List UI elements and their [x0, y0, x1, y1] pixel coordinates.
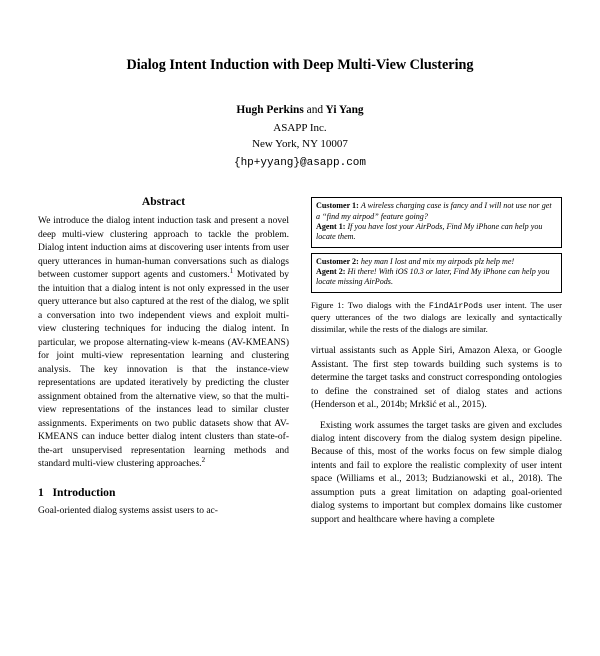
figure-caption-intent-label: FindAirPods — [428, 301, 483, 311]
left-column — [38, 195, 289, 534]
abstract-text-4: can induce better dialog intent clusters than state-of-the-art unsupervised representation learning methods and standard multi-view clustering approaches. — [38, 432, 289, 470]
right-column — [311, 195, 562, 534]
paper-page — [0, 56, 600, 656]
introduction-number: 1 — [38, 485, 44, 499]
figure-1-caption — [311, 300, 562, 335]
introduction-paragraph-1: Goal-oriented dialog systems assist users to ac- — [38, 505, 218, 516]
dialog-box-2 — [311, 253, 562, 293]
right-paragraph-2: Existing work assumes the target tasks are given and excludes dialog intent discovery from the dialog system design pipeline. Because of this, most of the works focus on few simple dialog intents and fail to explore the realistic complexity of user intent space (Williams et al., 2013; Budzianowski et al., 2018). The assumption puts a great limitation on adapting goal-oriented dialog systems to important but complex domains like customer support and healthcare where having a complete — [311, 420, 562, 525]
dialog-2-utterance-2: Hi there! With iOS 10.3 or later, Find My iPhone can help you locate missing AirPods. — [316, 267, 550, 287]
two-column-body — [38, 195, 562, 534]
dialog-1-turn-1 — [316, 201, 557, 222]
author-second: Yi Yang — [325, 104, 364, 117]
author-separator: and — [306, 104, 324, 117]
affiliation-line-1: ASAPP Inc. — [273, 122, 327, 135]
right-paragraph-1: virtual assistants such as Apple Siri, Amazon Alexa, or Google Assistant. The first step towards building such systems is to determine the target tasks and construct corresponding ontologies to define the constrained set of dialog states and actions (Henderson et al., 2014b; Mrkšić et al., 2015). — [311, 346, 562, 411]
dialog-2-turn-1 — [316, 257, 557, 267]
abstract-text-3: ) for joint multi-view representation learning and clustering analysis. The key innovation is that the instance-view representations are updated iteratively by predicting the cluster assignment obtained from the alternative view, so that the multi-view representations of the instances lead to similar cluster assignments. Experiments on two public datasets show that AV-K — [38, 337, 289, 443]
figure-caption-text-2: user intent. The user query utterances of the two dialogs are lexically and syntactically dissimilar, while the rests of the dialogs are similar. — [311, 299, 562, 334]
avkmeans-smallcaps-2: MEANS — [44, 432, 79, 443]
affiliation-line-2: New York, NY 10007 — [252, 138, 348, 151]
dialog-2-turn-2 — [316, 267, 557, 288]
dialog-1-speaker-2: Agent 1: — [316, 222, 346, 232]
introduction-heading — [38, 486, 289, 499]
abstract-paragraph — [38, 215, 289, 471]
dialog-2-speaker-2: Agent 2: — [316, 267, 346, 277]
dialog-2-utterance-1: hey man I lost and mix my airpods plz help me! — [360, 256, 515, 266]
footnote-marker-2: 2 — [201, 455, 206, 464]
figure-caption-text-1: Figure 1: Two dialogs with the — [311, 299, 429, 310]
abstract-heading: Abstract — [141, 195, 186, 209]
footnote-marker-1: 1 — [229, 267, 234, 276]
abstract-text-1: We introduce the dialog intent induction task and present a novel deep multi-view clustering approach to tackle the problem. Dialog intent induction aims at discovering user intents from user query utterances in human-human conversations such as dialogs between customer support agents and customers. — [38, 216, 289, 281]
dialog-1-speaker-1: Customer 1: — [316, 201, 359, 211]
dialog-1-utterance-1: A wireless charging case is fancy and I will not use nor get a “find my airpod” feature going? — [316, 201, 552, 221]
dialog-1-utterance-2: If you have lost your AirPods, Find My iPhone can help you locate them. — [316, 222, 543, 242]
author-list — [0, 104, 600, 116]
dialog-2-speaker-1: Customer 2: — [316, 256, 359, 266]
figure-1 — [311, 197, 562, 335]
page-title: Dialog Intent Induction with Deep Multi-View Clustering — [126, 57, 474, 73]
author-first: Hugh Perkins — [236, 104, 304, 117]
introduction-title: Introduction — [52, 485, 116, 499]
dialog-box-1 — [311, 197, 562, 247]
dialog-1-turn-2 — [316, 222, 557, 243]
abstract-text-2: Motivated by the intuition that a dialog intent is not only expressed in the user query utterance but also captured at the rest of the dialog, we split a conversation into two independent views and exploit multi-view clustering techniques for inducing the dialog intent. In particular, we propose alternating-view k-means (AV-K — [38, 270, 290, 348]
avkmeans-smallcaps-1: MEANS — [252, 337, 286, 348]
author-email: {hp+yyang}@asapp.com — [233, 157, 367, 170]
affiliation — [0, 121, 600, 153]
